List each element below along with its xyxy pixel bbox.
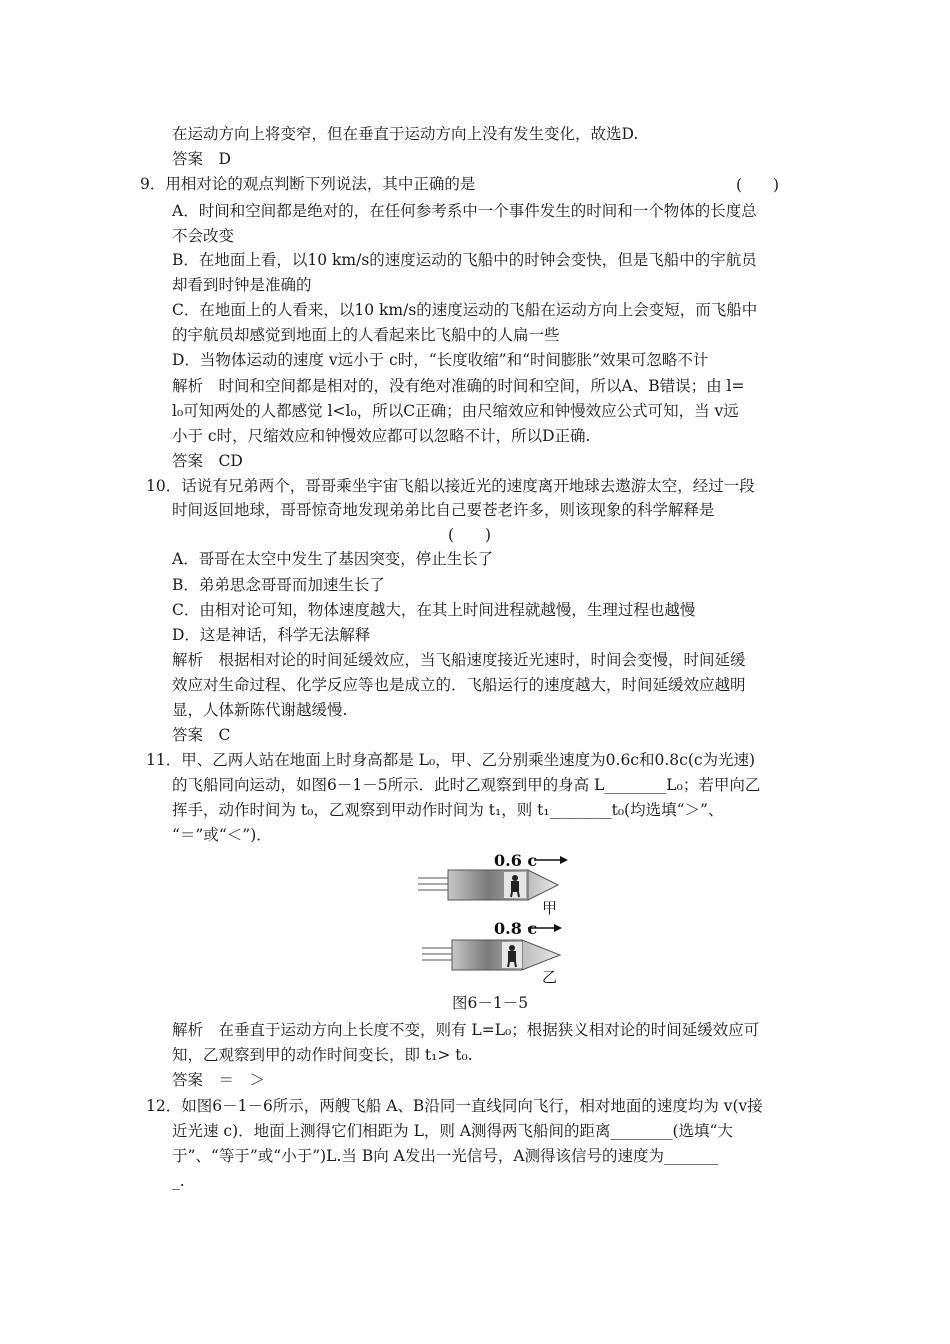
velocity-label-jia: 0.6 c [494,851,538,870]
option-c: C．在地面上的人看来，以10 km/s的速度运动的飞船在运动方向上会变短，而飞船中 [172,301,758,319]
question-9-stem: 9．用相对论的观点判断下列说法，其中正确的是 [140,175,476,193]
question-12-stem-cont: _. [172,1172,185,1190]
option-a-cont: 不会改变 [172,227,235,245]
question-11-stem: 11．甲、乙两人站在地面上时身高都是 L₀，甲、乙分别乘坐速度为0.6c和0.8c(c为光速) [146,751,756,769]
solution-line: 解析 根据相对论的时间延缓效应，当飞船速度接近光速时，时间会变慢，时间延缓 [172,651,746,669]
ship-jia [418,870,558,900]
option-d: D．当物体运动的速度 v远小于 c时，“长度收缩”和“时间膨胀”效果可忽略不计 [172,351,709,369]
answer-line: 答案 C [172,726,231,744]
question-10-stem: 10．话说有兄弟两个，哥哥乘坐宇宙飞船以接近光的速度离开地球去遨游太空，经过一段 [146,477,755,495]
text-line: 在运动方向上将变窄，但在垂直于运动方向上没有发生变化，故选D. [172,125,639,143]
ship-yi [422,940,560,970]
option-a: A．时间和空间都是绝对的，在任何参考系中一个事件发生的时间和一个物体的长度总 [172,202,757,220]
answer-line: 答案 ＝ ＞ [172,1071,266,1089]
solution-line: 小于 c时，尺缩效应和钟慢效应都可以忽略不计，所以D正确. [172,427,591,445]
solution-line: 知，乙观察到甲的动作时间变长，即 t₁> t₀. [172,1046,473,1064]
question-12-stem-cont: 近光速 c)．地面上测得它们相距为 L，则 A测得两飞船间的距离________(选填“大 [172,1122,733,1140]
answer-paren: ( ) [448,526,492,544]
ship-name-yi: 乙 [542,968,558,986]
solution-line: l₀可知两处的人都感觉 l<l₀，所以C正确；由尺缩效应和钟慢效应公式可知，当 v远 [172,402,739,420]
answer-line: 答案 D [172,150,231,168]
velocity-label-yi: 0.8 c [494,919,538,938]
option-b: B．弟弟思念哥哥而加速生长了 [172,576,385,594]
option-b-cont: 却看到时钟是准确的 [172,276,312,294]
option-b: B．在地面上看，以10 km/s的速度运动的飞船中的时钟会变快，但是飞船中的宇航员 [172,251,757,269]
solution-line: 效应对生命过程、化学反应等也是成立的．飞船运行的速度越大，时间延缓效应越明 [172,676,746,694]
option-c: C．由相对论可知，物体速度越大，在其上时间进程就越慢，生理过程也越慢 [172,601,696,619]
answer-line: 答案 CD [172,452,243,470]
question-12-stem: 12．如图6－1－6所示，两艘飞船 A、B沿同一直线同向飞行，相对地面的速度均为 v(v接 [146,1097,763,1115]
option-c-cont: 的宇航员却感觉到地面上的人看起来比飞船中的人扁一些 [172,326,560,344]
solution-line: 解析 时间和空间都是相对的，没有绝对准确的时间和空间，所以A、B错误；由 l= [172,377,745,395]
question-11-stem-cont: 的飞船同向运动，如图6－1－5所示．此时乙观察到甲的身高 L________L₀；若甲向乙 [172,776,761,794]
option-d: D．这是神话，科学无法解释 [172,626,371,644]
solution-line: 解析 在垂直于运动方向上长度不变，则有 L=L₀；根据狭义相对论的时间延缓效应可 [172,1021,760,1039]
question-11-stem-cont: 挥手，动作时间为 t₀，乙观察到甲动作时间为 t₁，则 t₁________t₀(均选填“＞”、 [172,801,724,819]
ship-name-jia: 甲 [542,899,558,917]
figure-caption: 图6－1－5 [452,994,529,1012]
question-11-stem-cont: “＝”或“＜”)． [172,826,272,844]
answer-paren: ( ) [736,176,780,194]
question-12-stem-cont: 于”、“等于”或“小于”)L.当 B向 A发出一光信号，A测得该信号的速度为_______ [172,1147,719,1165]
spaceship-figure [410,848,580,988]
question-10-stem-cont: 时间返回地球，哥哥惊奇地发现弟弟比自己要苍老许多，则该现象的科学解释是 [172,501,715,519]
solution-line: 显，人体新陈代谢越缓慢. [172,701,348,719]
option-a: A．哥哥在太空中发生了基因突变，停止生长了 [172,550,494,568]
